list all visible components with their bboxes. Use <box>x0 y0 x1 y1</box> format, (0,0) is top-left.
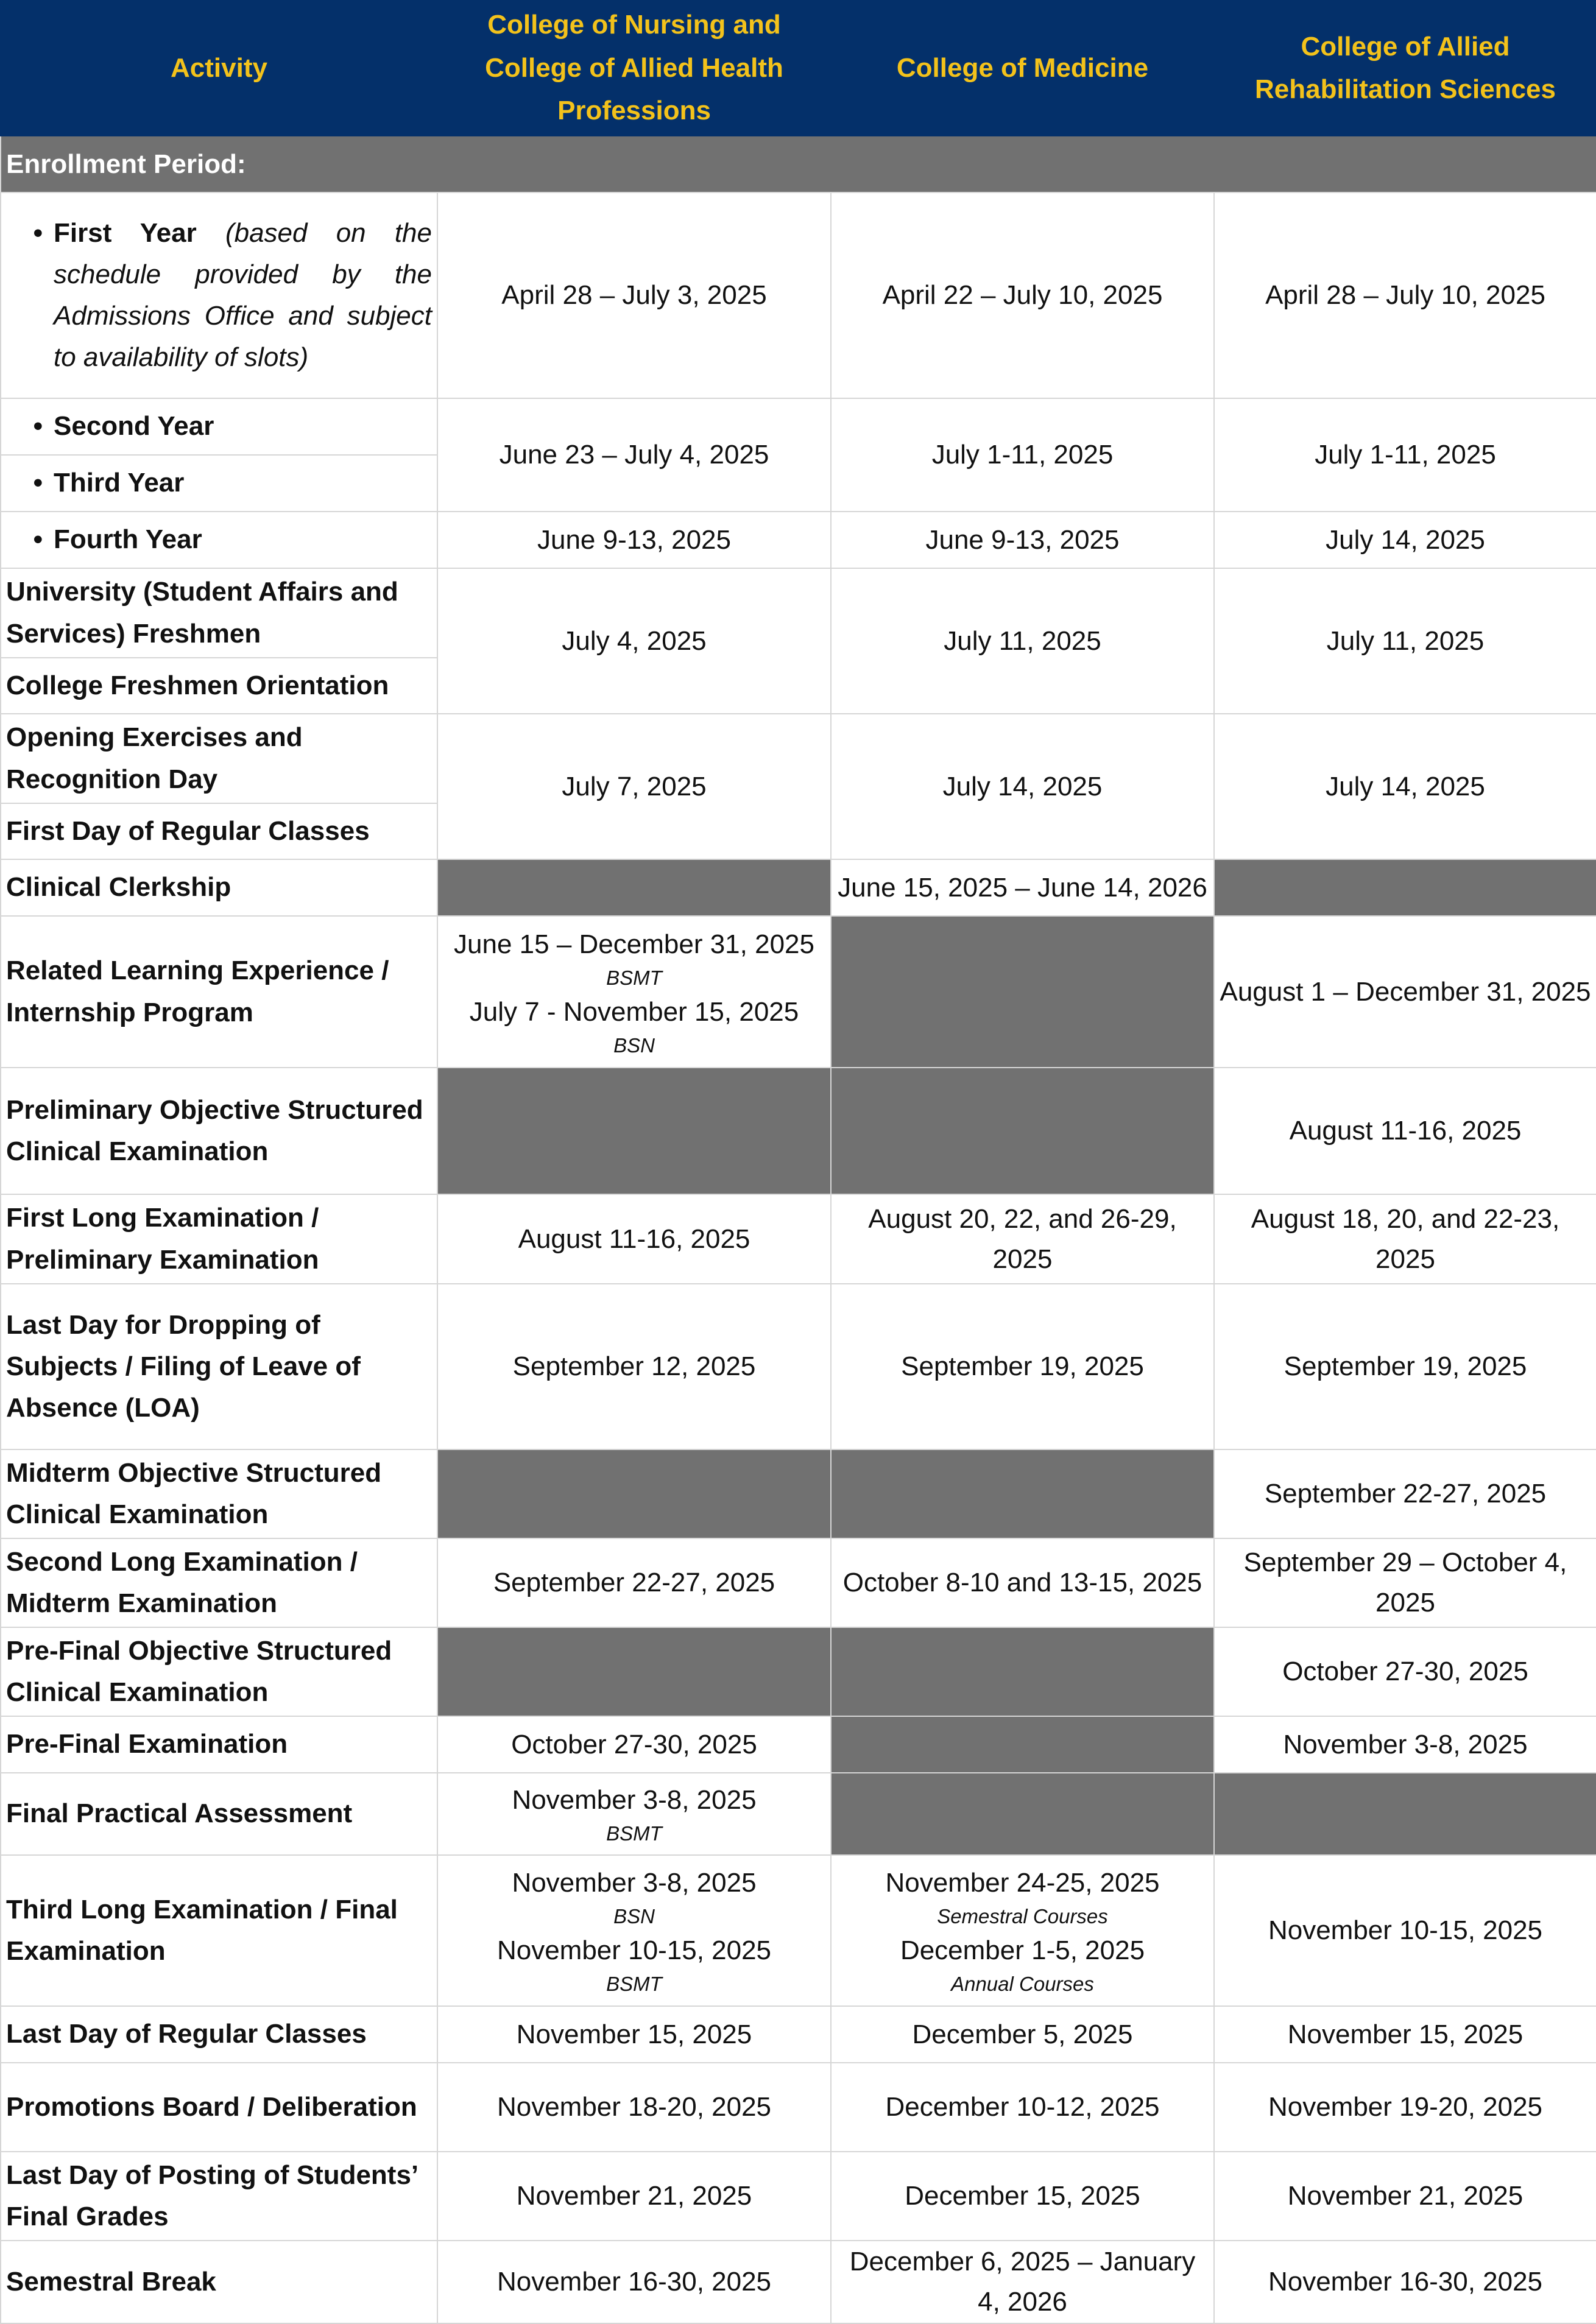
opening-nursing: July 7, 2025 <box>437 714 831 859</box>
rle-date-1: June 15 – December 31, 2025 <box>454 929 814 959</box>
first-long-nursing: August 11-16, 2025 <box>437 1194 831 1284</box>
not-applicable-cell <box>831 1716 1214 1773</box>
table-row <box>1 916 1596 1068</box>
third-long-nursing <box>437 1855 831 2006</box>
activity-clinical-clerkship: Clinical Clerkship <box>1 859 437 916</box>
bullet: • <box>33 524 43 555</box>
third-long-c2-date-2: December 1-5, 2025 <box>900 1935 1145 1965</box>
rle-note-1: BSMT <box>606 966 662 989</box>
second-third-year-nursing: June 23 – July 4, 2025 <box>437 398 831 512</box>
practical-date: November 3-8, 2025 <box>512 1785 757 1815</box>
break-rehab: November 16-30, 2025 <box>1214 2241 1596 2323</box>
activity-first-year <box>1 192 437 398</box>
not-applicable-cell <box>437 1449 831 1538</box>
rle-rehab: August 1 – December 31, 2025 <box>1214 916 1596 1068</box>
prefinal-nursing: October 27-30, 2025 <box>437 1716 831 1773</box>
second-third-year-rehab: July 1-11, 2025 <box>1214 398 1596 512</box>
activity-college-orientation: College Freshmen Orientation <box>1 658 437 714</box>
table-row <box>1 398 1596 455</box>
midterm-osce-rehab: September 22-27, 2025 <box>1214 1449 1596 1538</box>
fourth-year-rehab: July 14, 2025 <box>1214 512 1596 568</box>
activity-fourth-year <box>1 512 437 568</box>
first-long-medicine: August 20, 22, and 26-29, 2025 <box>831 1194 1214 1284</box>
table-row <box>1 2063 1596 2152</box>
dropping-medicine: September 19, 2025 <box>831 1284 1214 1449</box>
table-row <box>1 2241 1596 2323</box>
prelim-osce-rehab: August 11-16, 2025 <box>1214 1068 1596 1194</box>
table-row <box>1 1855 1596 2006</box>
activity-dropping-loa: Last Day for Dropping of Subjects / Filing of Leave of Absence (LOA) <box>1 1284 437 1449</box>
bullet: • <box>33 468 43 498</box>
first-year-medicine: April 22 – July 10, 2025 <box>831 192 1214 398</box>
table-row <box>1 192 1596 398</box>
orientation-rehab: July 11, 2025 <box>1214 568 1596 714</box>
not-applicable-cell <box>831 1627 1214 1716</box>
table-row <box>1 2006 1596 2063</box>
header-row <box>1 1 1596 136</box>
activity-first-day: First Day of Regular Classes <box>1 803 437 859</box>
activity-final-practical: Final Practical Assessment <box>1 1773 437 1855</box>
dropping-nursing: September 12, 2025 <box>437 1284 831 1449</box>
not-applicable-cell <box>831 1773 1214 1855</box>
rle-note-2: BSN <box>613 1033 655 1057</box>
first-year-note: (based on the schedule provided by the Admissions Office and subject to availability of slots) <box>54 217 432 373</box>
break-nursing: November 16-30, 2025 <box>437 2241 831 2323</box>
activity-second-long-exam: Second Long Examination / Midterm Examination <box>1 1538 437 1627</box>
promotions-medicine: December 10-12, 2025 <box>831 2063 1214 2152</box>
last-day-nursing: November 15, 2025 <box>437 2006 831 2063</box>
table-row <box>1 1068 1596 1194</box>
header-nursing-allied-health: College of Nursing and College of Allied Health Professions <box>437 1 831 136</box>
header-allied-rehab: College of Allied Rehabilitation Sciences <box>1214 1 1596 136</box>
not-applicable-cell <box>437 1627 831 1716</box>
third-long-c1-date-2: November 10-15, 2025 <box>496 1935 772 1965</box>
activity-last-day-classes: Last Day of Regular Classes <box>1 2006 437 2063</box>
activity-prelim-osce: Preliminary Objective Structured Clinical Examination <box>1 1068 437 1194</box>
third-year-label: Third Year <box>54 468 185 498</box>
table-row <box>1 1627 1596 1716</box>
activity-semestral-break: Semestral Break <box>1 2241 437 2323</box>
grades-medicine: December 15, 2025 <box>831 2152 1214 2241</box>
table-row <box>1 859 1596 916</box>
prefinal-rehab: November 3-8, 2025 <box>1214 1716 1596 1773</box>
not-applicable-cell <box>831 916 1214 1068</box>
activity-rle-internship: Related Learning Experience / Internship Program <box>1 916 437 1068</box>
grades-rehab: November 21, 2025 <box>1214 2152 1596 2241</box>
promotions-rehab: November 19-20, 2025 <box>1214 2063 1596 2152</box>
not-applicable-cell <box>831 1449 1214 1538</box>
rle-nursing <box>437 916 831 1068</box>
promotions-nursing: November 18-20, 2025 <box>437 2063 831 2152</box>
activity-third-long-exam: Third Long Examination / Final Examination <box>1 1855 437 2006</box>
activity-prefinal-exam: Pre-Final Examination <box>1 1716 437 1773</box>
not-applicable-cell <box>437 859 831 916</box>
activity-opening-exercises: Opening Exercises and Recognition Day <box>1 714 437 803</box>
table-row <box>1 1449 1596 1538</box>
enrollment-section-label: Enrollment Period: <box>1 136 1596 192</box>
third-long-medicine <box>831 1855 1214 2006</box>
grades-nursing: November 21, 2025 <box>437 2152 831 2241</box>
second-long-rehab: September 29 – October 4, 2025 <box>1214 1538 1596 1627</box>
activity-second-year <box>1 398 437 455</box>
practical-note: BSMT <box>606 1822 662 1845</box>
table-row <box>1 1194 1596 1284</box>
table-row <box>1 714 1596 803</box>
header-activity: Activity <box>1 1 437 136</box>
third-long-c2-date-1: November 24-25, 2025 <box>885 1868 1160 1898</box>
third-long-c2-note-1: Semestral Courses <box>937 1905 1108 1928</box>
opening-rehab: July 14, 2025 <box>1214 714 1596 859</box>
table-row <box>1 2152 1596 2241</box>
table-row <box>1 1773 1596 1855</box>
second-third-year-medicine: July 1-11, 2025 <box>831 398 1214 512</box>
orientation-nursing: July 4, 2025 <box>437 568 831 714</box>
first-year-nursing: April 28 – July 3, 2025 <box>437 192 831 398</box>
table-row <box>1 1538 1596 1627</box>
third-long-c1-note-2: BSMT <box>606 1973 662 1995</box>
third-long-c1-note-1: BSN <box>613 1905 655 1928</box>
activity-first-long-exam: First Long Examination / Preliminary Examination <box>1 1194 437 1284</box>
break-medicine: December 6, 2025 – January 4, 2026 <box>831 2241 1214 2323</box>
third-long-c2-note-2: Annual Courses <box>951 1973 1094 1995</box>
last-day-rehab: November 15, 2025 <box>1214 2006 1596 2063</box>
not-applicable-cell <box>831 1068 1214 1194</box>
fourth-year-medicine: June 9-13, 2025 <box>831 512 1214 568</box>
activity-university-freshmen: University (Student Affairs and Services) Freshmen <box>1 568 437 658</box>
activity-final-grades: Last Day of Posting of Students’ Final Grades <box>1 2152 437 2241</box>
rle-date-2: July 7 - November 15, 2025 <box>469 996 799 1027</box>
prefinal-osce-rehab: October 27-30, 2025 <box>1214 1627 1596 1716</box>
activity-prefinal-osce: Pre-Final Objective Structured Clinical Examination <box>1 1627 437 1716</box>
fourth-year-label: Fourth Year <box>54 524 202 555</box>
not-applicable-cell <box>1214 859 1596 916</box>
clerkship-medicine: June 15, 2025 – June 14, 2026 <box>831 859 1214 916</box>
third-long-c1-date-1: November 3-8, 2025 <box>512 1868 757 1898</box>
enrollment-section-row <box>1 136 1596 192</box>
activity-third-year <box>1 455 437 512</box>
last-day-medicine: December 5, 2025 <box>831 2006 1214 2063</box>
activity-promotions-board: Promotions Board / Deliberation <box>1 2063 437 2152</box>
bullet: • <box>33 217 43 248</box>
header-medicine: College of Medicine <box>831 1 1214 136</box>
bullet: • <box>33 411 43 442</box>
fourth-year-nursing: June 9-13, 2025 <box>437 512 831 568</box>
table-row <box>1 568 1596 658</box>
first-long-rehab: August 18, 20, and 22-23, 2025 <box>1214 1194 1596 1284</box>
table-row <box>1 1284 1596 1449</box>
first-year-rehab: April 28 – July 10, 2025 <box>1214 192 1596 398</box>
first-year-label: First Year <box>54 217 197 248</box>
dropping-rehab: September 19, 2025 <box>1214 1284 1596 1449</box>
second-year-label: Second Year <box>54 411 214 442</box>
orientation-medicine: July 11, 2025 <box>831 568 1214 714</box>
table-row <box>1 512 1596 568</box>
second-long-medicine: October 8-10 and 13-15, 2025 <box>831 1538 1214 1627</box>
second-long-nursing: September 22-27, 2025 <box>437 1538 831 1627</box>
practical-nursing <box>437 1773 831 1855</box>
not-applicable-cell <box>437 1068 831 1194</box>
activity-midterm-osce: Midterm Objective Structured Clinical Examination <box>1 1449 437 1538</box>
third-long-rehab: November 10-15, 2025 <box>1214 1855 1596 2006</box>
opening-medicine: July 14, 2025 <box>831 714 1214 859</box>
not-applicable-cell <box>1214 1773 1596 1855</box>
table-row <box>1 1716 1596 1773</box>
